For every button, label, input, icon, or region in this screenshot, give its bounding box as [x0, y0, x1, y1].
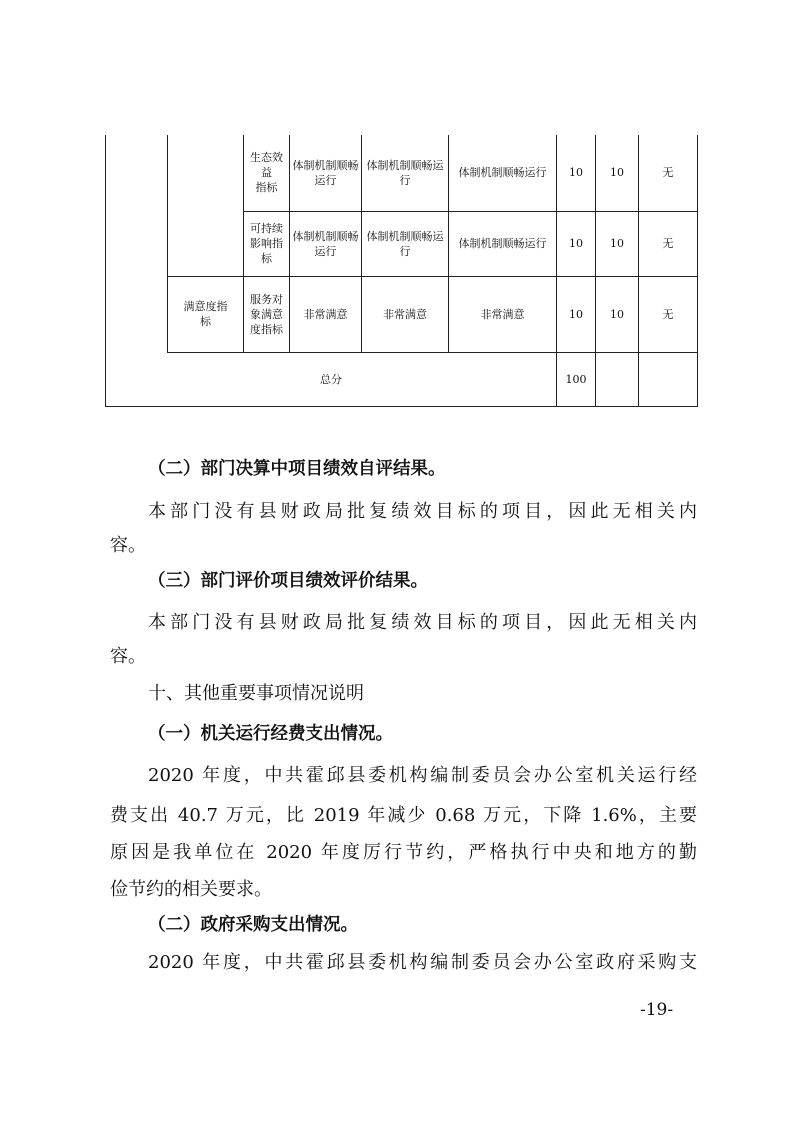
cell: 体制机制顺畅运行: [290, 211, 362, 276]
paragraph: 本部门没有县财政局批复绩效目标的项目，因此无相关内: [148, 612, 697, 633]
paragraph: 2020 年度，中共霍邱县委机构编制委员会办公室机关运行经: [148, 765, 697, 786]
note: 无: [639, 135, 698, 211]
section-heading: 十、其他重要事项情况说明: [148, 683, 364, 704]
cell: 体制机制顺畅运行: [362, 135, 449, 211]
score: 10: [557, 276, 596, 352]
note: 无: [639, 276, 698, 352]
score: 10: [596, 276, 639, 352]
heading: （二）政府采购支出情况。: [148, 915, 358, 935]
score: 10: [596, 211, 639, 276]
heading: （三）部门评价项目绩效评价结果。: [148, 571, 428, 591]
total-row: [106, 352, 698, 406]
cell: 体制机制顺畅运行: [449, 135, 557, 211]
cell: 体制机制顺畅运行: [449, 211, 557, 276]
paragraph: 容。: [110, 646, 146, 667]
score: 10: [596, 135, 639, 211]
cell: 非常满意: [449, 276, 557, 352]
paragraph: 原因是我单位在 2020 年度厉行节约，严格执行中央和地方的勤: [110, 842, 697, 863]
paragraph: 俭节约的相关要求。: [110, 879, 272, 900]
performance-table: [105, 135, 698, 407]
score: 10: [557, 135, 596, 211]
score: 10: [557, 211, 596, 276]
cell: 体制机制顺畅运行: [362, 211, 449, 276]
sub-indicator: 生态效益 指标: [244, 135, 290, 211]
sub-indicator: 可持续影响指标: [244, 211, 290, 276]
heading: （二）部门决算中项目绩效自评结果。: [148, 459, 446, 479]
table-row: [106, 135, 698, 211]
paragraph: 容。: [110, 535, 146, 556]
cell: 非常满意: [290, 276, 362, 352]
table-row: [106, 276, 698, 352]
heading: （一）机关运行经费支出情况。: [148, 724, 393, 744]
total-value: 100: [557, 352, 596, 406]
paragraph: 本部门没有县财政局批复绩效目标的项目，因此无相关内: [148, 501, 697, 522]
cell: 体制机制顺畅运行: [290, 135, 362, 211]
page-number: -19-: [640, 1000, 674, 1020]
paragraph: 2020 年度，中共霍邱县委机构编制委员会办公室政府采购支: [148, 952, 697, 973]
note: 无: [639, 211, 698, 276]
total-label: 总分: [106, 352, 557, 406]
cell: 非常满意: [362, 276, 449, 352]
sub-indicator: 服务对象满意度指标: [244, 276, 290, 352]
category: 满意度指标: [168, 276, 244, 352]
paragraph: 费支出 40.7 万元，比 2019 年减少 0.68 万元，下降 1.6%，主要: [110, 805, 697, 826]
